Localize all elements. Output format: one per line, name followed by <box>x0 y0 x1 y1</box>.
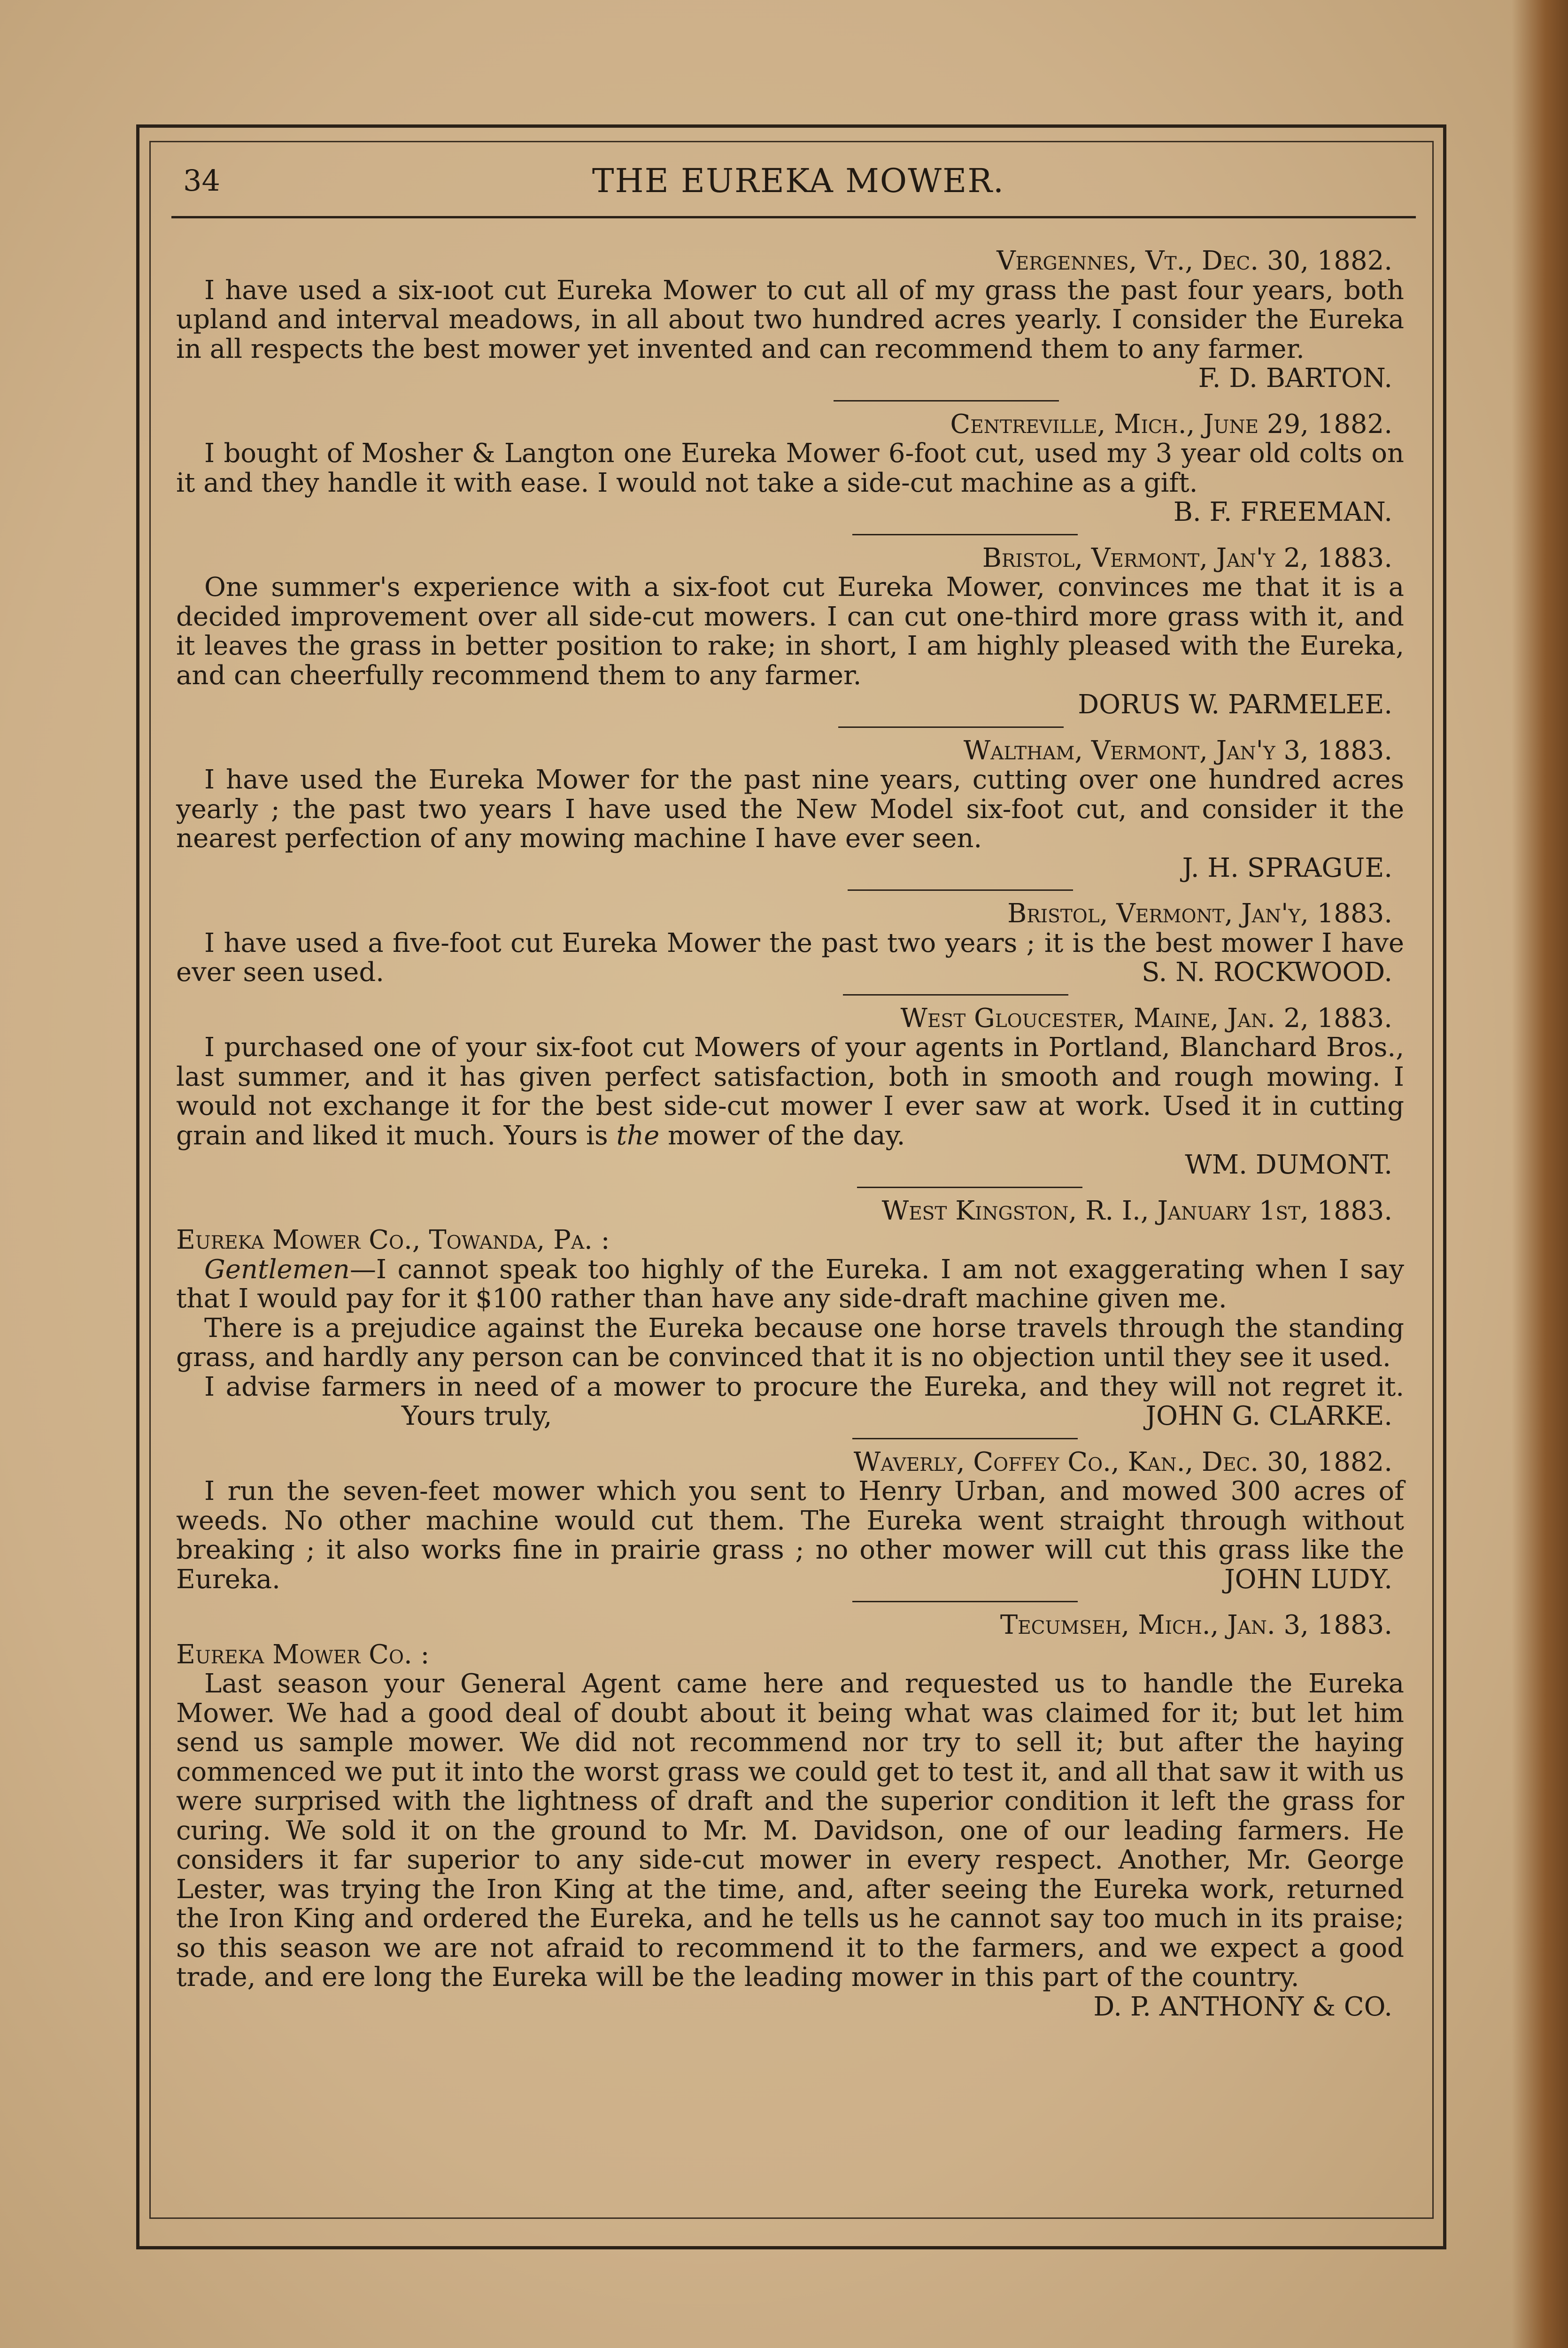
dateline: Waverly, Coffey Co., Kan., Dec. 30, 1882. <box>853 1446 1392 1477</box>
dateline: Bristol, Vermont, Jan'y, 1883. <box>1007 898 1392 929</box>
letter-body: I run the seven-feet mower which you sent to Henry Urban, and mowed 300 acres of weeds. No other machine would cut them. The Eureka went straight through without breaking ; it also works fine in prairie grass ; no other mower will cut this grass like the Eureka. JOHN LUDY. <box>176 1476 1404 1595</box>
testimonial-sprague <box>176 736 1404 883</box>
separator-rule <box>834 400 1059 402</box>
separator-rule <box>848 889 1073 891</box>
dateline: West Gloucester, Maine, Jan. 2, 1883. <box>900 1003 1392 1034</box>
testimonial-anthony <box>176 1611 1404 2022</box>
testimonial-ludy <box>176 1448 1404 1595</box>
testimonial-clarke <box>176 1197 1404 1431</box>
letter-body: Last season your General Agent came here and requested us to handle the Eureka Mower. We had a good deal of doubt about it being what was claimed for it; but let him send us sample mower. We did not recommend nor try to sell it; but after the haying commenced we put it into the worst grass we could get to test it, and all that saw it with us were surprised with the lightness of draft and the superior condition it left the grass for curing. We sold it on the ground to Mr. M. Davidson, one of our leading farmers. He considers it far superior to any side-cut mower in every respect. Another, Mr. George Lester, was trying the Iron King at the time, and, after seeing the Eureka work, returned the Iron King and ordered the Eureka, and he tells us he cannot say too much in its praise; so this season we are not afraid to recommend it to the farmers, and we expect a good trade, and ere long the Eureka will be the leading mower in this part of the country. D. P. ANTHONY & CO. <box>176 1668 1404 2022</box>
signature: D. P. ANTHONY & CO. <box>1093 1991 1392 2022</box>
testimonial-barton <box>176 247 1404 394</box>
separator-rule <box>857 1187 1082 1188</box>
dateline: Tecumseh, Mich., Jan. 3, 1883. <box>1000 1610 1392 1640</box>
letter-body: I bought of Mosher & Langton one Eureka Mower 6-foot cut, used my 3 year old colts on it and they handle it with ease. I would not take a side-cut machine as a gift. <box>176 438 1404 498</box>
testimonial-rockwood <box>176 899 1404 988</box>
salutation: Eureka Mower Co., Towanda, Pa. : <box>176 1225 610 1255</box>
dateline: West Kingston, R. I., January 1st, 1883. <box>881 1195 1392 1226</box>
testimonial-dumont <box>176 1004 1404 1180</box>
header-rule <box>171 216 1416 218</box>
separator-rule <box>852 1601 1078 1602</box>
closing: Yours truly, <box>402 1401 552 1431</box>
salutation: Eureka Mower Co. : <box>176 1639 430 1670</box>
dateline: Centreville, Mich., June 29, 1882. <box>950 409 1392 440</box>
signature: F. D. BARTON. <box>1198 363 1392 394</box>
letter-body: I purchased one of your six-foot cut Mowers of your agents in Portland, Blanchard Bros., last summer, and it has given perfect satisfaction, both in smooth and rough mowing. I would not exchange it for the best side-cut mower I ever saw at work. Used it in cutting grain and liked it much. Yours is the mower of the day. <box>176 1032 1404 1151</box>
separator-rule <box>838 726 1064 728</box>
signature: B. F. FREEMAN. <box>1173 497 1392 527</box>
signature: J. H. SPRAGUE. <box>1182 852 1392 883</box>
signature: JOHN G. CLARKE. <box>1145 1401 1392 1431</box>
letter-body-2: There is a prejudice against the Eureka because one horse travels through the standing grass, and hardly any person can be convinced that it is no objection until they see it used. <box>176 1313 1404 1373</box>
separator-rule <box>852 534 1078 535</box>
signature: WM. DUMONT. <box>1185 1150 1392 1180</box>
separator-rule <box>843 994 1068 996</box>
signature: JOHN LUDY. <box>1224 1564 1392 1595</box>
dateline: Waltham, Vermont, Jan'y 3, 1883. <box>963 735 1392 766</box>
dateline: Vergennes, Vt., Dec. 30, 1882. <box>996 246 1392 276</box>
letter-body-3: I advise farmers in need of a mower to procure the Eureka, and they will not regret it.Yours truly, JOHN G. CLARKE. <box>204 1371 1404 1431</box>
book-spine-edge <box>1512 0 1568 2348</box>
letter-body: I have used a five-foot cut Eureka Mower the past two years ; it is the best mower I have ever seen used. S. N. ROCKWOOD. <box>176 927 1404 988</box>
running-head-title: THE EUREKA MOWER. <box>592 162 1005 200</box>
greeting: Gentlemen <box>204 1254 350 1285</box>
letter-body: I have used the Eureka Mower for the past nine years, cutting over one hundred acres yearly ; the past two years I have used the New Model six-foot cut, and consider it the nearest perfection of any mowing machine I have ever seen. <box>176 765 1404 854</box>
testimonials-column <box>176 247 1404 2022</box>
testimonial-parmelee <box>176 544 1404 720</box>
page-header <box>183 162 1414 214</box>
dateline: Bristol, Vermont, Jan'y 2, 1883. <box>982 542 1392 573</box>
letter-body: I have used a six-ıoot cut Eureka Mower to cut all of my grass the past four years, both upland and interval meadows, in all about two hundred acres yearly. I consider the Eureka in all respects the best mower yet invented and can recommend them to any farmer. F. D. BARTON. <box>176 275 1404 394</box>
signature: DORUS W. PARMELEE. <box>1078 689 1392 720</box>
emphasis-word: the <box>616 1120 660 1151</box>
letter-body: Gentlemen—I cannot speak too highly of the Eureka. I am not exaggerating when I say that I would pay for it $100 rather than have any side-draft machine given me. <box>176 1254 1404 1314</box>
separator-rule <box>852 1438 1078 1439</box>
signature: S. N. ROCKWOOD. <box>1142 957 1392 988</box>
testimonial-freeman <box>176 410 1404 527</box>
letter-body: One summer's experience with a six-foot cut Eureka Mower, convinces me that it is a decided improvement over all side-cut mowers. I can cut one-third more grass with it, and it leaves the grass in better position to rake; in short, I am highly pleased with the Eureka, and can cheerfully recommend them to any farmer. <box>176 572 1404 691</box>
page-number: 34 <box>183 163 220 198</box>
